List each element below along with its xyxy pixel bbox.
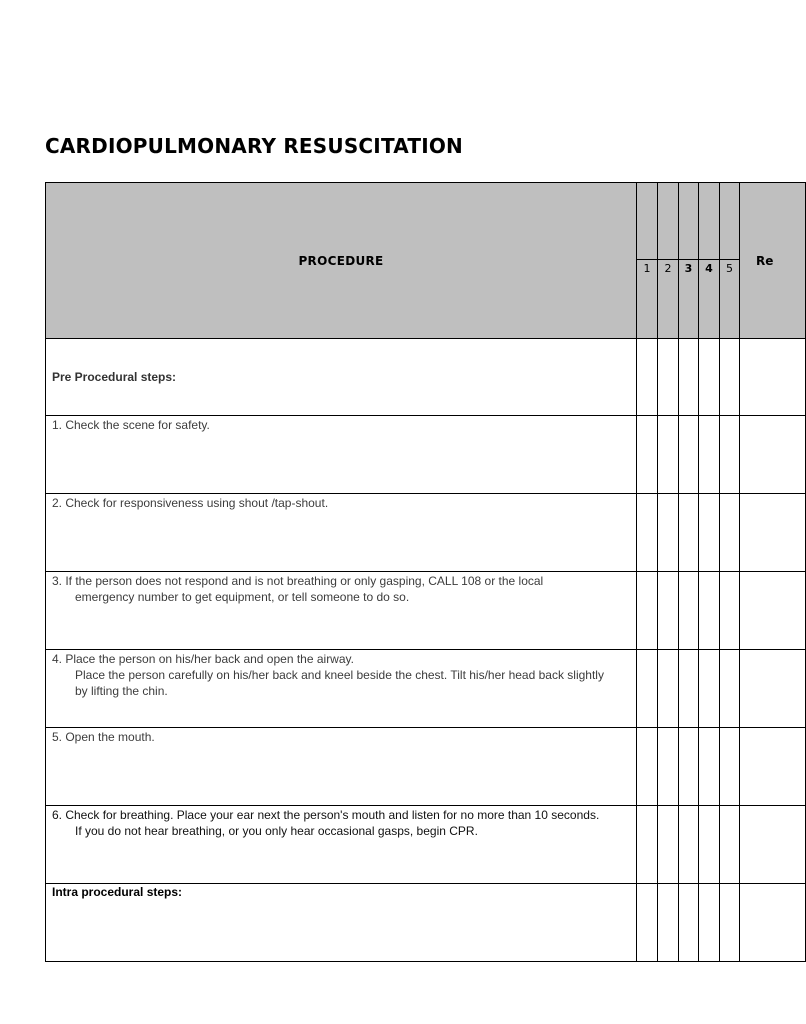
table-header-row-upper bbox=[46, 183, 806, 260]
step-2-text bbox=[46, 494, 637, 572]
rating-cell[interactable] bbox=[637, 494, 658, 572]
remarks-cell[interactable] bbox=[740, 494, 806, 572]
remarks-cell[interactable] bbox=[740, 884, 806, 962]
step-line-continuation: Place the person carefully on his/her back and kneel beside the chest. Tilt his/her head back slightly bbox=[75, 668, 604, 682]
step-line: 1. Check the scene for safety. bbox=[52, 418, 210, 432]
rating-cell[interactable] bbox=[637, 728, 658, 806]
remarks-cell[interactable] bbox=[740, 650, 806, 728]
step-5-text bbox=[46, 728, 637, 806]
rating-cell[interactable] bbox=[720, 572, 740, 650]
table-row bbox=[46, 884, 806, 962]
rating-cell[interactable] bbox=[637, 339, 658, 416]
section-label-intra-procedural: Intra procedural steps: bbox=[46, 884, 637, 962]
rating-cell[interactable] bbox=[637, 650, 658, 728]
table-row bbox=[46, 339, 806, 416]
step-line-continuation: emergency number to get equipment, or tell someone to do so. bbox=[75, 590, 410, 604]
rating-cell[interactable] bbox=[679, 650, 699, 728]
rating-cell[interactable] bbox=[658, 650, 679, 728]
rating-cell[interactable] bbox=[720, 806, 740, 884]
procedure-checklist-table bbox=[45, 182, 806, 962]
rating-header-3: 3 bbox=[679, 260, 699, 339]
rating-header-spacer bbox=[637, 183, 658, 260]
rating-cell[interactable] bbox=[699, 884, 720, 962]
rating-header-spacer bbox=[679, 183, 699, 260]
rating-cell[interactable] bbox=[637, 884, 658, 962]
rating-cell[interactable] bbox=[699, 806, 720, 884]
section-label-pre-procedural: Pre Procedural steps: bbox=[46, 339, 637, 416]
rating-header-spacer bbox=[658, 183, 679, 260]
rating-header-2: 2 bbox=[658, 260, 679, 339]
table-row bbox=[46, 650, 806, 728]
table-row bbox=[46, 728, 806, 806]
rating-cell[interactable] bbox=[720, 884, 740, 962]
step-line: 5. Open the mouth. bbox=[52, 730, 155, 744]
table-row bbox=[46, 806, 806, 884]
rating-cell[interactable] bbox=[658, 884, 679, 962]
rating-header-spacer bbox=[699, 183, 720, 260]
rating-cell[interactable] bbox=[720, 416, 740, 494]
remarks-header: Re bbox=[740, 183, 806, 339]
step-line: 2. Check for responsiveness using shout /tap-shout. bbox=[52, 496, 329, 510]
rating-cell[interactable] bbox=[720, 339, 740, 416]
rating-header-4: 4 bbox=[699, 260, 720, 339]
rating-cell[interactable] bbox=[658, 416, 679, 494]
rating-header-5: 5 bbox=[720, 260, 740, 339]
remarks-cell[interactable] bbox=[740, 806, 806, 884]
rating-cell[interactable] bbox=[679, 806, 699, 884]
step-line: 6. Check for breathing. Place your ear next the person's mouth and listen for no more than 10 seconds. bbox=[52, 808, 600, 822]
rating-header-1: 1 bbox=[637, 260, 658, 339]
remarks-cell[interactable] bbox=[740, 728, 806, 806]
procedure-header: PROCEDURE bbox=[46, 183, 637, 339]
rating-cell[interactable] bbox=[720, 728, 740, 806]
rating-cell[interactable] bbox=[658, 494, 679, 572]
table-row bbox=[46, 494, 806, 572]
step-line: 4. Place the person on his/her back and open the airway. bbox=[52, 652, 354, 666]
rating-cell[interactable] bbox=[658, 339, 679, 416]
remarks-cell[interactable] bbox=[740, 572, 806, 650]
step-line-continuation: If you do not hear breathing, or you only hear occasional gasps, begin CPR. bbox=[75, 824, 478, 838]
rating-cell[interactable] bbox=[699, 572, 720, 650]
table-row bbox=[46, 416, 806, 494]
step-3-text bbox=[46, 572, 637, 650]
rating-cell[interactable] bbox=[699, 728, 720, 806]
rating-cell[interactable] bbox=[679, 339, 699, 416]
rating-cell[interactable] bbox=[679, 572, 699, 650]
step-1-text bbox=[46, 416, 637, 494]
rating-cell[interactable] bbox=[679, 884, 699, 962]
rating-cell[interactable] bbox=[658, 572, 679, 650]
rating-cell[interactable] bbox=[658, 806, 679, 884]
rating-cell[interactable] bbox=[720, 650, 740, 728]
remarks-cell[interactable] bbox=[740, 416, 806, 494]
remarks-cell[interactable] bbox=[740, 339, 806, 416]
rating-cell[interactable] bbox=[637, 416, 658, 494]
step-4-text bbox=[46, 650, 637, 728]
table-row bbox=[46, 572, 806, 650]
rating-cell[interactable] bbox=[658, 728, 679, 806]
rating-cell[interactable] bbox=[679, 494, 699, 572]
document-title: CARDIOPULMONARY RESUSCITATION bbox=[45, 134, 463, 158]
step-line-continuation: by lifting the chin. bbox=[75, 684, 168, 698]
step-6-text bbox=[46, 806, 637, 884]
rating-cell[interactable] bbox=[699, 494, 720, 572]
rating-cell[interactable] bbox=[720, 494, 740, 572]
rating-cell[interactable] bbox=[637, 572, 658, 650]
rating-cell[interactable] bbox=[699, 339, 720, 416]
rating-cell[interactable] bbox=[679, 728, 699, 806]
rating-header-spacer bbox=[720, 183, 740, 260]
step-line: 3. If the person does not respond and is not breathing or only gasping, CALL 108 or the local bbox=[52, 574, 544, 588]
rating-cell[interactable] bbox=[699, 416, 720, 494]
rating-cell[interactable] bbox=[679, 416, 699, 494]
rating-cell[interactable] bbox=[699, 650, 720, 728]
rating-cell[interactable] bbox=[637, 806, 658, 884]
